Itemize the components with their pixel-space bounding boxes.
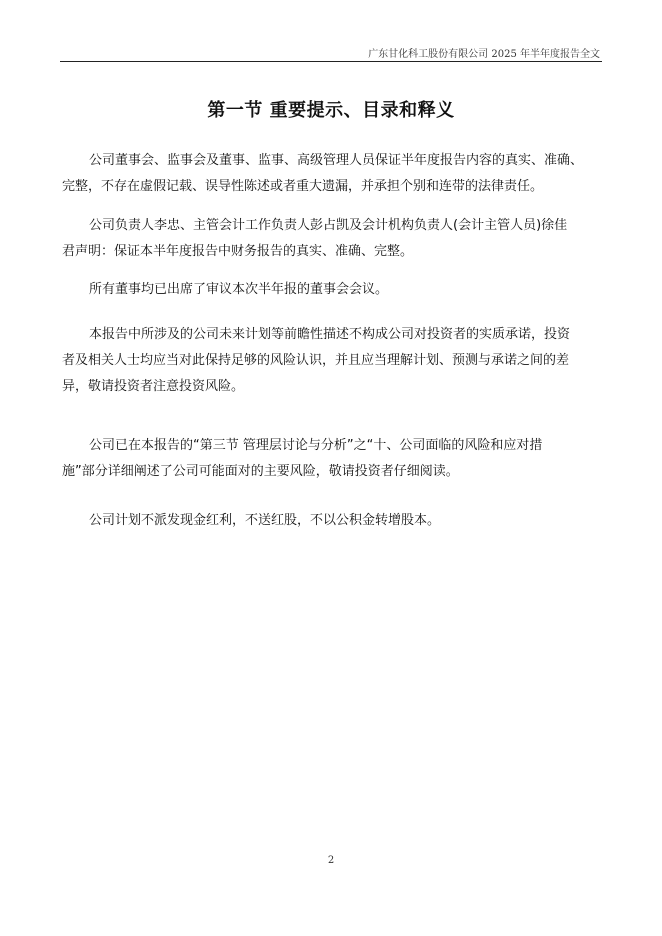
paragraph-officers-declaration (62, 213, 599, 265)
paragraph-line: 公司已在本报告的“第三节 管理层讨论与分析”之“十、公司面临的风险和应对措 (89, 438, 543, 453)
paragraph-line: 所有董事均已出席了审议本次半年报的董事会会议。 (89, 282, 389, 297)
paragraph-directors-attendance (89, 277, 599, 303)
paragraph-line: 施”部分详细阐述了公司可能面对的主要风险，敬请投资者仔细阅读。 (62, 464, 459, 479)
running-header: 广东甘化科工股份有限公司 2025 年半年度报告全文 (368, 49, 600, 60)
paragraph-line: 本报告中所涉及的公司未来计划等前瞻性描述不构成公司对投资者的实质承诺，投资 (89, 327, 571, 342)
page-number: 2 (327, 855, 335, 866)
paragraph-responsibility-statement (62, 148, 599, 200)
paragraph-line: 公司负责人李忠、主管会计工作负责人彭占凯及会计机构负责人(会计主管人员)徐佳 (89, 218, 568, 233)
paragraph-line: 异，敬请投资者注意投资风险。 (62, 379, 245, 394)
paragraph-line: 完整，不存在虚假记载、误导性陈述或者重大遗漏，并承担个别和连带的法律责任。 (62, 179, 544, 194)
paragraph-line: 公司董事会、监事会及董事、监事、高级管理人员保证半年度报告内容的真实、准确、 (89, 153, 584, 168)
paragraph-line: 公司计划不派发现金红利，不送红股，不以公积金转增股本。 (89, 513, 441, 528)
header-divider (60, 61, 602, 62)
section-title: 第一节 重要提示、目录和释义 (207, 100, 455, 121)
paragraph-line: 君声明：保证本半年度报告中财务报告的真实、准确、完整。 (62, 244, 414, 259)
paragraph-line: 者及相关人士均应当对此保持足够的风险认识，并且应当理解计划、预测与承诺之间的差 (62, 353, 570, 368)
paragraph-forward-looking-disclaimer (62, 322, 599, 400)
paragraph-dividend-plan (89, 508, 599, 534)
paragraph-risk-reference (62, 433, 599, 485)
